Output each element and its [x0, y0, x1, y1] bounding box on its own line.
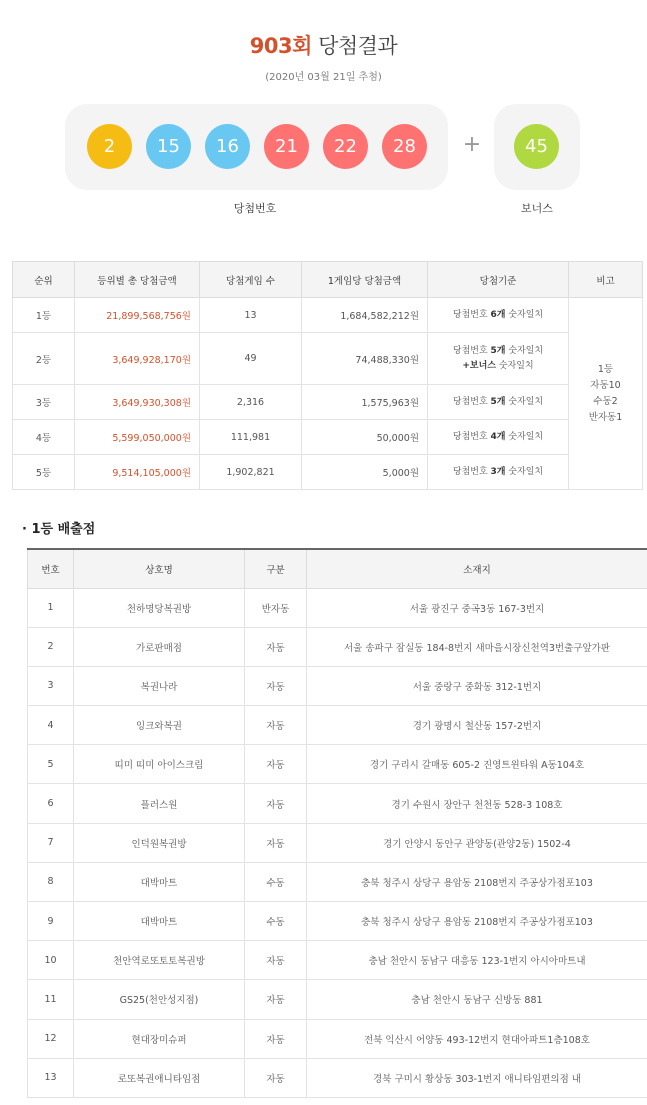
table-row — [13, 420, 643, 455]
winning-numbers-label: 당첨번호 — [233, 202, 277, 215]
criteria — [428, 455, 569, 490]
criteria-text: 숫자일치 — [505, 431, 544, 442]
note-line: 자동10 — [590, 379, 621, 391]
store-type: 수동 — [245, 902, 307, 941]
store-address: 충북 청주시 상당구 용암동 2108번지 주공상가점포103 — [307, 862, 647, 901]
ball-6: 28 — [382, 124, 427, 169]
store-number: 7 — [28, 823, 74, 862]
rank: 3등 — [13, 385, 75, 420]
store-name: 대박마트 — [74, 902, 245, 941]
store-number: 12 — [28, 1019, 74, 1058]
section-title-first-prize-stores: · 1등 배출점 — [22, 522, 96, 537]
ball-1: 2 — [87, 124, 132, 169]
total-prize: 3,649,930,308원 — [75, 385, 200, 420]
store-type: 자동 — [245, 784, 307, 823]
rank: 4등 — [13, 420, 75, 455]
bonus-ball: 45 — [514, 124, 559, 169]
store-address: 충북 청주시 상당구 용암동 2108번지 주공상가점포103 — [307, 902, 647, 941]
bonus-number-box — [494, 104, 580, 190]
criteria-count: 5개 — [490, 396, 506, 407]
criteria-count: 5개 — [490, 345, 506, 356]
store-address: 전북 익산시 어양동 493-12번지 현대아파트1층108호 — [307, 1019, 647, 1058]
prize-table — [12, 261, 643, 490]
ball-2: 15 — [146, 124, 191, 169]
criteria-count: 3개 — [490, 466, 506, 477]
criteria-text: 당첨번호 — [452, 396, 491, 407]
criteria — [428, 420, 569, 455]
store-type: 자동 — [245, 627, 307, 666]
criteria-text: 당첨번호 — [452, 466, 491, 477]
store-type: 자동 — [245, 1019, 307, 1058]
winner-note — [569, 298, 643, 490]
store-name: 인덕원복권방 — [74, 823, 245, 862]
draw-date: (2020년 03월 21일 추첨) — [265, 72, 382, 83]
note-line: 수동2 — [593, 395, 618, 407]
store-number: 1 — [28, 588, 74, 627]
col-type: 구분 — [245, 549, 307, 588]
store-number: 5 — [28, 745, 74, 784]
total-prize: 5,599,050,000원 — [75, 420, 200, 455]
plus-sign: + — [462, 132, 482, 157]
store-type: 자동 — [245, 745, 307, 784]
ball-3: 16 — [205, 124, 250, 169]
table-row — [13, 333, 643, 385]
criteria-count: 6개 — [490, 309, 506, 320]
col-rank: 순위 — [13, 262, 75, 298]
criteria-count: 4개 — [490, 431, 506, 442]
store-address: 서울 광진구 중곡3동 167-3번지 — [307, 588, 647, 627]
col-address: 소재지 — [307, 549, 647, 588]
store-name: 로또복권애니타임점 — [74, 1058, 245, 1097]
winning-games: 13 — [200, 298, 302, 333]
prize-per-game: 74,488,330원 — [302, 333, 428, 385]
ball-5: 22 — [323, 124, 368, 169]
criteria-text: 숫자일치 — [505, 396, 544, 407]
store-address: 충남 천안시 동남구 신방동 881 — [307, 980, 647, 1019]
winning-games: 1,902,821 — [200, 455, 302, 490]
total-prize: 3,649,928,170원 — [75, 333, 200, 385]
store-address: 충남 천안시 동남구 대흥동 123-1번지 아시아마트내 — [307, 941, 647, 980]
store-name: 대박마트 — [74, 862, 245, 901]
store-address: 경북 구미시 황상동 303-1번지 애니타임편의점 내 — [307, 1058, 647, 1097]
store-number: 11 — [28, 980, 74, 1019]
table-row — [28, 666, 647, 705]
result-title — [0, 30, 647, 60]
page-title — [0, 30, 647, 60]
store-type: 자동 — [245, 666, 307, 705]
store-name: 천안역로또토토복권방 — [74, 941, 245, 980]
store-address: 서울 송파구 잠실동 184-8번지 새마을시장신천역3번출구앞가판 — [307, 627, 647, 666]
store-type: 자동 — [245, 941, 307, 980]
col-number: 번호 — [28, 549, 74, 588]
prize-per-game: 1,684,582,212원 — [302, 298, 428, 333]
criteria-bonus: +보너스 — [462, 360, 496, 371]
rank: 5등 — [13, 455, 75, 490]
table-row — [28, 627, 647, 666]
store-number: 8 — [28, 862, 74, 901]
round-number: 903회 — [249, 34, 312, 58]
store-type: 수동 — [245, 862, 307, 901]
total-prize: 21,899,568,756원 — [75, 298, 200, 333]
store-table — [27, 548, 647, 1098]
store-number: 13 — [28, 1058, 74, 1097]
store-number: 10 — [28, 941, 74, 980]
table-row — [28, 588, 647, 627]
store-name: GS25(천안성지점) — [74, 980, 245, 1019]
store-number: 2 — [28, 627, 74, 666]
prize-per-game: 5,000원 — [302, 455, 428, 490]
store-address: 경기 광명시 철산동 157-2번지 — [307, 706, 647, 745]
store-number: 4 — [28, 706, 74, 745]
store-number: 9 — [28, 902, 74, 941]
store-address: 경기 구리시 갈매동 605-2 진영트윈타워 A동104호 — [307, 745, 647, 784]
store-number: 6 — [28, 784, 74, 823]
bonus-label: 보너스 — [521, 202, 553, 215]
col-criteria: 당첨기준 — [428, 262, 569, 298]
table-row — [28, 1019, 647, 1058]
store-type: 자동 — [245, 1058, 307, 1097]
table-row — [28, 941, 647, 980]
criteria — [428, 385, 569, 420]
store-name: 잉크와복권 — [74, 706, 245, 745]
table-row — [28, 706, 647, 745]
table-row — [28, 1058, 647, 1097]
criteria-text: 숫자일치 — [505, 309, 544, 320]
store-table-header — [28, 549, 647, 588]
store-address: 서울 중랑구 중화동 312-1번지 — [307, 666, 647, 705]
criteria — [428, 298, 569, 333]
table-row — [28, 784, 647, 823]
criteria-text: 숫자일치 — [495, 360, 534, 371]
note-line: 반자동1 — [588, 411, 623, 423]
table-row — [28, 902, 647, 941]
winning-numbers-box — [65, 104, 448, 190]
criteria-text: 당첨번호 — [452, 431, 491, 442]
prize-per-game: 50,000원 — [302, 420, 428, 455]
note-line: 1등 — [597, 363, 614, 375]
table-row — [13, 455, 643, 490]
col-winning-games: 당첨게임 수 — [200, 262, 302, 298]
table-row — [13, 298, 643, 333]
store-name: 현대장미슈퍼 — [74, 1019, 245, 1058]
table-row — [28, 823, 647, 862]
store-type: 자동 — [245, 823, 307, 862]
store-name: 띠미 띠미 아이스크림 — [74, 745, 245, 784]
col-prize-per-game: 1게임당 당첨금액 — [302, 262, 428, 298]
title-suffix: 당첨결과 — [318, 34, 398, 58]
winning-games: 2,316 — [200, 385, 302, 420]
store-name: 가로판매점 — [74, 627, 245, 666]
col-total-prize: 등위별 총 당첨금액 — [75, 262, 200, 298]
rank: 2등 — [13, 333, 75, 385]
rank: 1등 — [13, 298, 75, 333]
store-type: 자동 — [245, 706, 307, 745]
store-number: 3 — [28, 666, 74, 705]
table-row — [13, 385, 643, 420]
store-address: 경기 수원시 장안구 천천동 528-3 108호 — [307, 784, 647, 823]
table-row — [28, 745, 647, 784]
store-address: 경기 안양시 동안구 관양동(관양2동) 1502-4 — [307, 823, 647, 862]
prize-table-header — [13, 262, 643, 298]
criteria-text: 당첨번호 — [452, 309, 491, 320]
col-store-name: 상호명 — [74, 549, 245, 588]
criteria-text: 숫자일치 — [505, 466, 544, 477]
store-name: 천하명당복권방 — [74, 588, 245, 627]
ball-4: 21 — [264, 124, 309, 169]
criteria-text: 당첨번호 — [452, 345, 491, 356]
store-name: 복권나라 — [74, 666, 245, 705]
criteria — [428, 333, 569, 385]
winning-games: 49 — [200, 333, 302, 385]
store-type: 자동 — [245, 980, 307, 1019]
table-row — [28, 980, 647, 1019]
winning-games: 111,981 — [200, 420, 302, 455]
table-row — [28, 862, 647, 901]
total-prize: 9,514,105,000원 — [75, 455, 200, 490]
store-name: 플러스원 — [74, 784, 245, 823]
store-type: 반자동 — [245, 588, 307, 627]
criteria-text: 숫자일치 — [505, 345, 544, 356]
col-note: 비고 — [569, 262, 643, 298]
prize-per-game: 1,575,963원 — [302, 385, 428, 420]
